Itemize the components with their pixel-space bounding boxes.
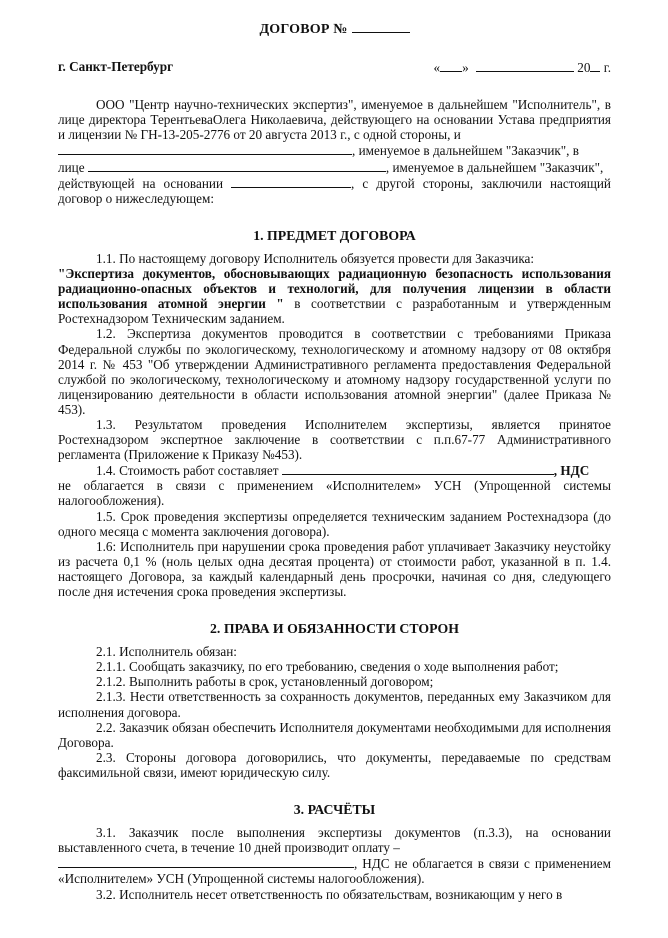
customer-line-3-text: , с другой стороны, заключили настоящий договор о нижеследующем: xyxy=(58,175,611,206)
clause-3-1-tail xyxy=(58,855,611,886)
year-prefix: 20 xyxy=(577,60,591,76)
customer-line-2-text: , именуемое в дальнейшем "Заказчик", xyxy=(385,159,604,175)
clause-1-4-vat: , НДС xyxy=(553,463,590,479)
clause-2-1: 2.1. Исполнитель обязан: xyxy=(96,644,237,660)
clause-3-2: 3.2. Исполнитель несет ответственность по обязательствам, возникающим у него в xyxy=(96,886,563,902)
clause-2-2: 2.2. Заказчик обязан обеспечить Исполнителя документами необходимыми для исполнения Договора. xyxy=(58,719,611,750)
customer-line-3 xyxy=(58,175,611,206)
year-blank xyxy=(590,59,600,72)
clause-1-1-subject: "Экспертиза документов, обосновывающих радиационную безопасность использования радиационно-опасных объектов и технологий, для получения лицензии в области использования атомной энергии " xyxy=(58,266,611,312)
clause-1-4-text: 1.4. Стоимость работ составляет xyxy=(96,463,279,479)
clause-1-1-body xyxy=(58,266,611,326)
clause-1-3: 1.3. Результатом проведения Исполнителем экспертизы, является принятое Ростехнадзором экспертное заключение в соответствии с п.п.67-77 Административного регламента (Приложение к Приказу №453). xyxy=(58,416,611,463)
section-2-title: 2. ПРАВА И ОБЯЗАННОСТИ СТОРОН xyxy=(210,621,459,637)
clause-2-3: 2.3. Стороны договора договорились, что документы, передаваемые по средствам факсимильной связи, имеют юридическую силу. xyxy=(58,749,611,780)
city-date-row xyxy=(58,59,611,75)
day-blank xyxy=(440,59,462,72)
clause-1-5: 1.5. Срок проведения экспертизы определяется техническим заданием Ростехнадзора (до одного месяца с момента заключения договора). xyxy=(58,508,611,539)
clause-2-1-1: 2.1.1. Сообщать заказчику, по его требованию, сведения о ходе выполнения работ; xyxy=(96,659,559,675)
contract-number-blank xyxy=(352,20,410,33)
representative-blank xyxy=(88,159,386,172)
customer-name-blank xyxy=(58,142,352,155)
clause-3-1-tail-text: , НДС не облагается в связи с применением «Исполнителем» УСН (Упрощенной системы налогообложения). xyxy=(58,856,611,887)
date-line xyxy=(434,59,611,75)
contract-title-text: ДОГОВОР № xyxy=(259,22,348,37)
clause-1-1-tail: в соответствии с разработанным и утвержденным Ростехнадзором Техническим заданием. xyxy=(58,296,611,327)
clause-1-4-line xyxy=(58,462,611,478)
basis-blank xyxy=(231,175,351,188)
basis-label: действующей на основании xyxy=(58,175,223,191)
section-3-title: 3. РАСЧЁТЫ xyxy=(293,802,376,818)
section-1-title: 1. ПРЕДМЕТ ДОГОВОРА xyxy=(253,227,416,243)
year-suffix: г. xyxy=(603,60,611,76)
payment-amount-blank xyxy=(58,855,354,868)
month-blank xyxy=(476,59,574,72)
intro-paragraph: ООО "Центр научно-технических экспертиз", именуемое в дальнейшем "Исполнитель", в лице директора ТерентьеваОлега Николаевича, действующего на основании Устава предприятия и лицензии № ГН-13-205-2776 от 20 августа 2013 г., с одной стороны, и xyxy=(58,97,611,143)
customer-line-1 xyxy=(58,142,611,158)
clause-1-6: 1.6: Исполнитель при нарушении срока проведения работ уплачивает Заказчику неустойку из расчета 0,1 % (ноль целых одна десятая процента) от стоимости работ, указанной в п. 1.4. настоящего Договора, за каждый календарный день просрочки, начиная со дня, следующего после дня истечения срока проведения экспертизы. xyxy=(58,538,611,599)
clause-2-1-2: 2.1.2. Выполнить работы в срок, установленный договором; xyxy=(96,674,434,690)
clause-1-1-intro: 1.1. По настоящему договору Исполнитель обязуется провести для Заказчика: xyxy=(96,250,535,266)
customer-line-2-label: лице xyxy=(58,159,85,175)
contract-title xyxy=(58,20,611,37)
clause-1-2: 1.2. Экспертиза документов проводится в соответствии с требованиями Приказа Федеральной службы по экологическому, технологическому и атомному надзору от 08 октября 2014 г. № 453 "Об утверждении Административного регламента предоставления Федеральной службой по экологическому, технологическому и атомному надзору государственной услуги по лицензированию деятельности в области использования атомной энергии" (далее Приказа № 453). xyxy=(58,326,611,417)
cost-blank xyxy=(282,462,554,475)
customer-line-2 xyxy=(58,159,611,175)
clause-2-1-3: 2.1.3. Нести ответственность за сохранность документов, переданных ему Заказчиком для исполнения договора. xyxy=(58,689,611,720)
date-quote-close: » xyxy=(462,60,469,76)
clause-1-4-tail: не облагается в связи с применением «Исполнителем» УСН (Упрощенной системы налогообложения). xyxy=(58,478,611,509)
date-quote-open: « xyxy=(433,60,441,76)
city: г. Санкт-Петербург xyxy=(58,59,174,75)
customer-line-1-text: , именуемое в дальнейшем "Заказчик", в xyxy=(352,143,579,159)
clause-3-1: 3.1. Заказчик после выполнения экспертизы документов (п.3.3), на основании выставленного счета, в течение 10 дней производит оплату – xyxy=(58,825,611,856)
